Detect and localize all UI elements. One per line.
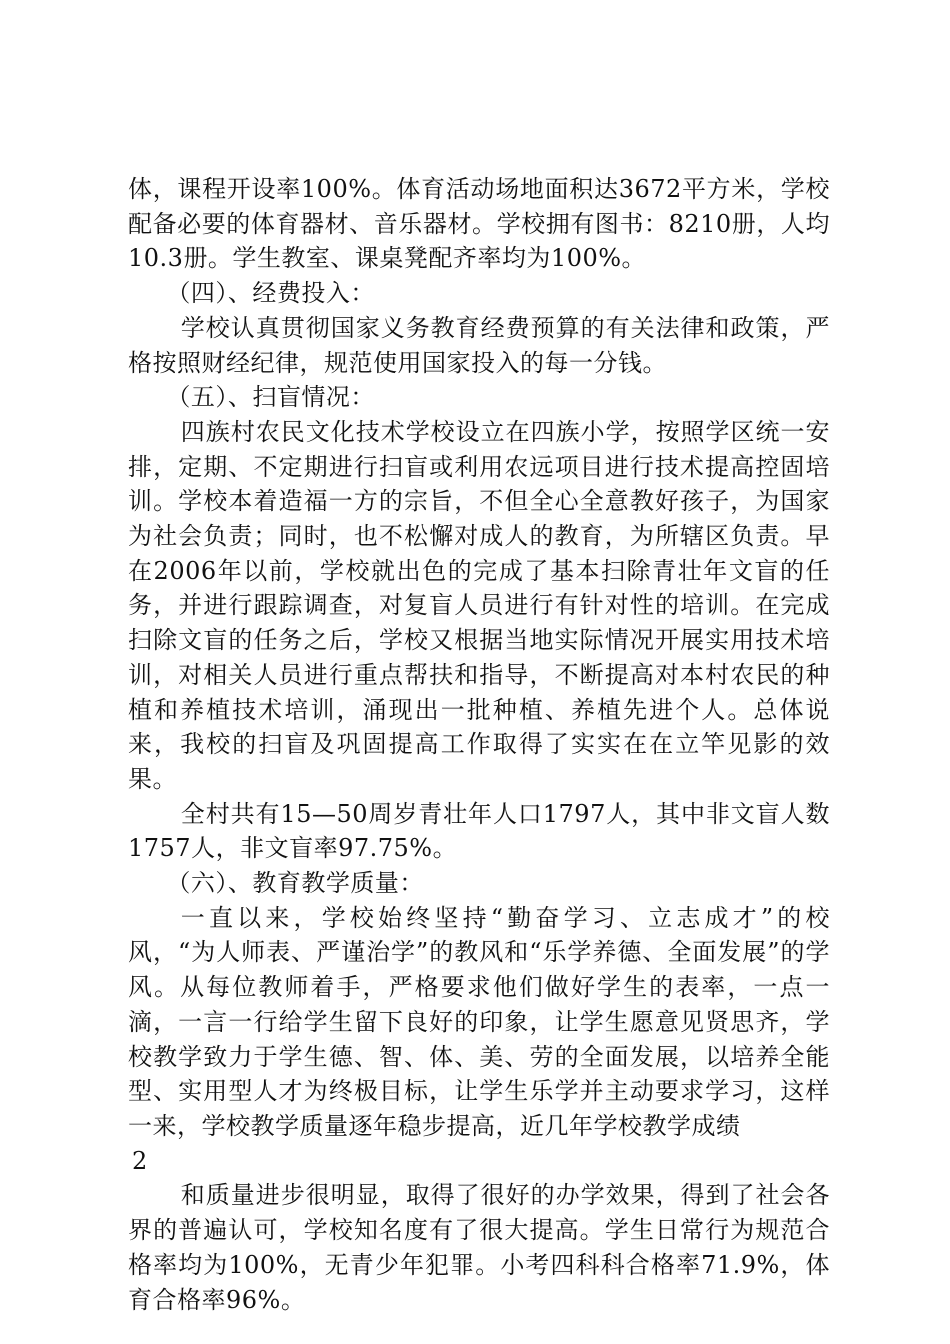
section-heading-funding: （四）、经费投入：: [166, 279, 375, 308]
page-number: 2: [132, 1146, 148, 1175]
paragraph-quality-continued: 和质量进步很明显，取得了很好的办学效果，得到了社会各界的普遍认可，学校知名度有了很大提高。学生日常行为规范合格率均为100%，无青少年犯罪。小考四科科合格率71.9%，体育合格率96%。: [128, 1181, 830, 1314]
paragraph-funding: 学校认真贯彻国家义务教育经费预算的有关法律和政策，严格按照财经纪律，规范使用国家投入的每一分钱。: [128, 313, 830, 377]
section-heading-quality: （六）、教育教学质量：: [166, 869, 424, 898]
paragraph-quality: 一直以来，学校始终坚持“勤奋学习、立志成才”的校风，“为人师表、严谨治学”的教风和“乐学养德、全面发展”的学风。从每位教师着手，严格要求他们做好学生的表率，一点一滴，一言一行给学生留下良好的印象，让学生愿意见贤思齐，学校教学致力于学生德、智、体、美、劳的全面发展，以培养全能型、实用型人才为终极目标，让学生乐学并主动要求学习，这样一来，学校教学质量逐年稳步提高，近几年学校教学成绩: [128, 903, 830, 1140]
paragraph-literacy-stats: 全村共有15—50周岁青壮年人口1797人，其中非文盲人数1757人，非文盲率97.75%。: [128, 799, 830, 863]
paragraph-facilities: 体，课程开设率100%。体育活动场地面积达3672平方米，学校配备必要的体育器材、音乐器材。学校拥有图书：8210册，人均10.3册。学生教室、课桌凳配齐率均为100%。: [128, 175, 830, 273]
document-body: [128, 172, 830, 1317]
section-heading-literacy: （五）、扫盲情况：: [166, 383, 375, 412]
paragraph-literacy: 四族村农民文化技术学校设立在四族小学，按照学区统一安排，定期、不定期进行扫盲或利用农远项目进行技术提高控固培训。学校本着造福一方的宗旨，不但全心全意教好孩子，为国家为社会负责；同时，也不松懈对成人的教育，为所辖区负责。早在2006年以前，学校就出色的完成了基本扫除青壮年文盲的任务，并进行跟踪调查，对复盲人员进行有针对性的培训。在完成扫除文盲的任务之后，学校又根据当地实际情况开展实用技术培训，对相关人员进行重点帮扶和指导，不断提高对本村农民的种植和养植技术培训，涌现出一批种植、养植先进个人。总体说来，我校的扫盲及巩固提高工作取得了实实在在立竿见影的效果。: [128, 417, 830, 793]
